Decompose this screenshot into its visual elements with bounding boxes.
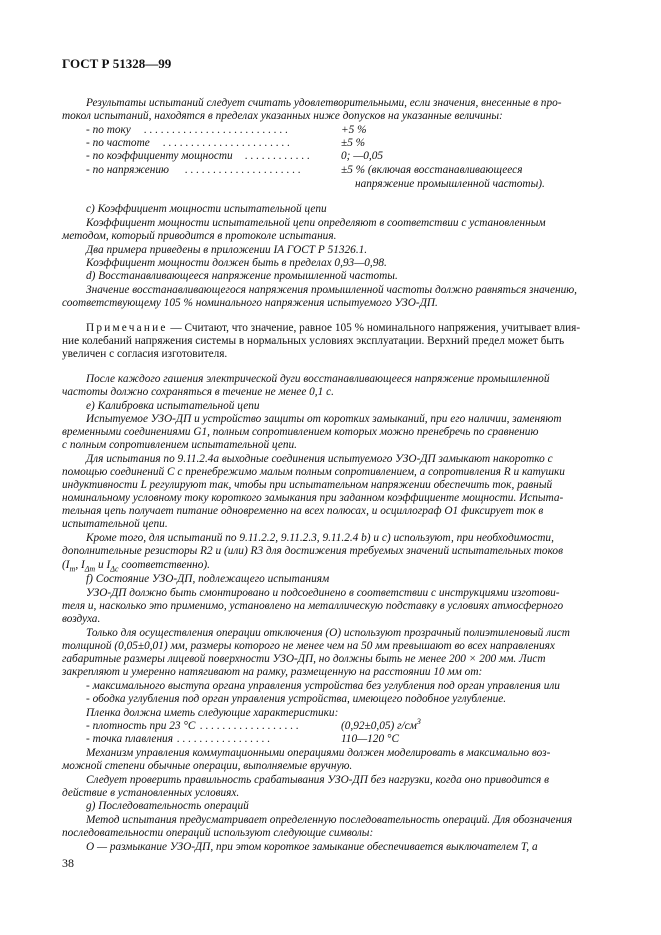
text-line: соответствующему 105 % номинального напряжения испытуемого УЗО-ДП. [62, 297, 438, 309]
text-line: индуктивности L регулируют так, чтобы при испытательном напряжении обеспечить ток, равный [62, 479, 553, 491]
film-value: (0,92±0,05) $г/см^3$ [341, 717, 421, 732]
tolerance-label: - по частоте [86, 137, 150, 149]
text-line: действие в установленных условиях. [62, 787, 240, 799]
text-line: Кроме того, для испытаний по 9.11.2.2, 9.11.2.3, 9.11.2.4 b) и c) используют, при необходимости, [86, 532, 554, 544]
text-line: После каждого гашения электрической дуги восстанавливающееся напряжение промышленной [86, 373, 550, 385]
list-item: - максимального выступа органа управления устройства без углубления под орган управления или [86, 680, 560, 692]
tolerance-label: - по току [86, 124, 131, 136]
text-line: с полным сопротивлением испытательной цепи. [62, 439, 298, 451]
text-line: последовательности операций используют следующие символы: [62, 827, 374, 839]
section-heading: c) Коэффициент мощности испытательной цепи [86, 203, 327, 215]
tolerance-dots: . . . . . . . . . . . . . . . . . . . . . . . [163, 137, 291, 149]
text-line: Коэффициент мощности должен быть в пределах 0,93—0,98. [86, 257, 387, 269]
text-line: ($I_m$, $I_{\Delta m}$ и $I_{\Delta c}$ соответственно). [62, 559, 211, 574]
text-line: Следует проверить правильность срабатывания УЗО-ДП без нагрузки, когда оно приводится в [86, 774, 550, 786]
film-label: - точка плавления [86, 733, 173, 745]
text-line: габаритные размеры лицевой поверхности УЗО-ДП, но должны быть не менее 200 × 200 мм. Лист [62, 653, 546, 665]
note-line [86, 322, 580, 335]
film-dots: . . . . . . . . . . . . . . . . . [177, 733, 271, 745]
section-heading: d) Восстанавливающееся напряжение промышленной частоты. [86, 270, 398, 282]
text-line: тельная цепь получает питание одновременно на всех полюсах, и осциллограф O1 фиксирует ток в [62, 505, 544, 517]
film-dots: . . . . . . . . . . . . . . . . . . [200, 720, 299, 732]
text-line: дополнительные резисторы R2 и (или) R3 для достижения требуемых значений испытательных токов [62, 545, 563, 557]
text-line: O — размыкание УЗО-ДП, при этом короткое замыкание обеспечивается выключателем T, а [86, 841, 538, 853]
text-line: Пленка должна иметь следующие характеристики: [86, 707, 339, 719]
section-heading: g) Последовательность операций [86, 800, 249, 812]
text-line: помощью соединений C с пренебрежимо малым полным сопротивлением, а сопротивления R и катушки [62, 466, 565, 478]
text-line: Метод испытания предусматривает определенную последовательность операций. Для обозначения [86, 814, 573, 826]
tolerance-label: - по напряжению [86, 164, 169, 176]
section-heading: e) Калибровка испытательной цепи [86, 400, 260, 412]
note-text: — Считают, что значение, равное 105 % номинального напряжения, учитывает влия- [167, 322, 581, 334]
tolerance-dots: . . . . . . . . . . . . [245, 150, 310, 162]
page-number: 38 [62, 856, 74, 870]
film-label: - плотность при 23 °C [86, 720, 196, 732]
text-line: Значение восстанавливающегося напряжения промышленной частоты должно равняться значению, [86, 284, 578, 296]
text-line: закрепляют и умеренно натягивают на рамку, размещенную на расстоянии 10 мм от: [62, 666, 483, 678]
text-line: временными соединениями G1, полным сопротивлением которых можно пренебречь по сравнению [62, 426, 539, 438]
text-line: частоты должно сохраняться в течение не менее 0,1 с. [62, 386, 334, 398]
text-line: Испытуемое УЗО-ДП и устройство защиты от коротких замыканий, при его наличии, заменяют [86, 413, 562, 425]
tolerance-label: - по коэффициенту мощности [86, 150, 233, 162]
text-line: можной степени обычные операции, выполняемые вручную. [62, 760, 353, 772]
text-line: Коэффициент мощности испытательной цепи определяют в соответствии с установленным [86, 217, 546, 229]
tolerance-value: ±5 % [341, 137, 366, 149]
page-header: ГОСТ Р 51328—99 [62, 56, 172, 71]
text-line: воздуха. [62, 613, 101, 625]
section-heading: f) Состояние УЗО-ДП, подлежащего испытаниям [86, 573, 330, 585]
text-line: токол испытаний, находятся в пределах указанных ниже допусков на указанные величины: [62, 110, 503, 122]
text-line: УЗО-ДП должно быть смонтировано и подсоединено в соответствии с инструкциями изготови- [86, 587, 560, 599]
tolerance-dots: . . . . . . . . . . . . . . . . . . . . . [185, 164, 301, 176]
text-line: методом, который приводится в протоколе испытания. [62, 230, 337, 242]
note-line: ние колебаний напряжения системы в нормальных условиях эксплуатации. Верхний предел может быть [62, 335, 565, 347]
text-line: теля и, насколько это применимо, установлено на металлическую подставку в условиях атмосферного [62, 600, 564, 612]
tolerance-value: +5 % [341, 124, 367, 136]
text-line: Результаты испытаний следует считать удовлетворительными, если значения, внесенные в про- [86, 97, 562, 109]
text-line: Только для осуществления операции отключения (O) используют прозрачный полиэтиленовый лист [86, 627, 570, 639]
note-label: Примечание [86, 322, 168, 334]
text-line: толщиной (0,05±0,01) мм, размеры которого не менее чем на 50 мм превышают во всех направлениях [62, 640, 555, 652]
text-line: Механизм управления коммутационными операциями должен моделировать в максимально воз- [86, 747, 551, 759]
tolerance-continuation: напряжение промышленной частоты). [355, 178, 545, 190]
note-line: увеличен с согласия изготовителя. [62, 348, 228, 360]
text-line: Два примера приведены в приложении IA ГОСТ Р 51326.1. [86, 244, 368, 256]
text-line: испытательной цепи. [62, 518, 168, 530]
tolerance-dots: . . . . . . . . . . . . . . . . . . . . . . . . . . [144, 124, 289, 136]
tolerance-value: 0; —0,05 [341, 150, 384, 162]
list-item: - ободка углубления под орган управления устройства, имеющего подобное углубление. [86, 693, 507, 705]
film-value: 110—120 °C [341, 733, 399, 745]
text-line: Для испытания по 9.11.2.4а выходные соединения испытуемого УЗО-ДП замыкают накоротко с [86, 453, 553, 465]
text-line: номинальному условному току короткого замыкания при заданном коэффициенте мощности. Испыта- [62, 492, 564, 504]
tolerance-value: ±5 % (включая восстанавливающееся [341, 164, 523, 176]
